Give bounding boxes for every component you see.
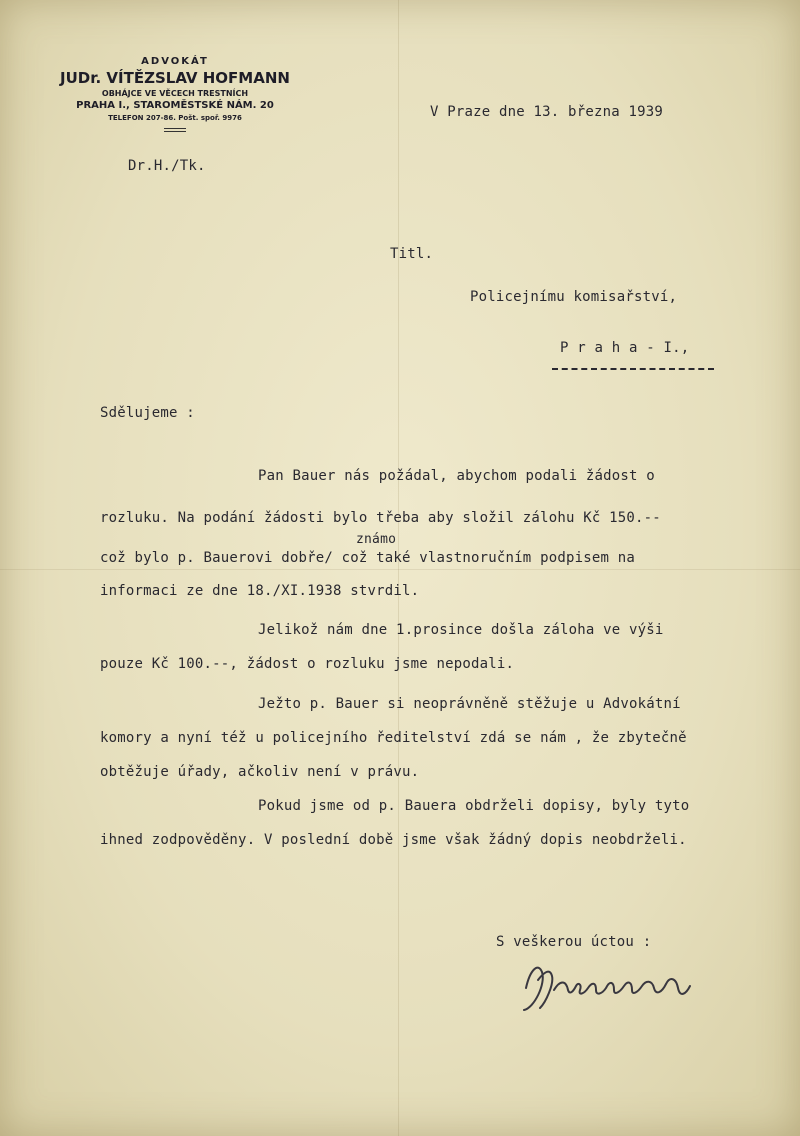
letterhead-address: PRAHA I., STAROMĚSTSKÉ NÁM. 20	[76, 99, 274, 111]
letterhead-divider	[164, 128, 186, 132]
body-line-11: ihned zodpověděny. V poslední době jsme však žádný dopis neobdrželi.	[100, 832, 687, 848]
paper-fold-vertical	[398, 0, 399, 1136]
reference-mark: Dr.H./Tk.	[128, 158, 206, 174]
letterhead-specialty: OBHÁJCE VE VĚCECH TRESTNÍCH	[101, 88, 249, 98]
city-underline	[552, 368, 714, 370]
recipient-office: Policejnímu komisařství,	[470, 289, 678, 305]
closing-line: S veškerou úctou :	[496, 934, 652, 950]
body-line-5: Jelikož nám dne 1.prosince došla záloha ve výši	[258, 622, 664, 638]
letterhead-role: ADVOKÁT	[141, 56, 209, 67]
body-line-3: což bylo p. Bauerovi dobře/ což také vlastnoručním podpisem na	[100, 550, 635, 566]
letterhead	[50, 56, 300, 132]
body-line-1: Pan Bauer nás požádal, abychom podali žádost o	[258, 468, 655, 484]
body-line-9: obtěžuje úřady, ačkoliv není v právu.	[100, 764, 420, 780]
paper-fold-horizontal	[0, 569, 800, 570]
recipient-title: Titl.	[390, 246, 434, 262]
opening-line: Sdělujeme :	[100, 405, 195, 421]
date-line: V Praze dne 13. března 1939	[430, 104, 663, 120]
body-line-7: Ježto p. Bauer si neoprávněně stěžuje u Advokátní	[258, 696, 681, 712]
body-line-2: rozluku. Na podání žádosti bylo třeba aby složil zálohu Kč 150.--	[100, 510, 661, 526]
handwritten-signature	[516, 950, 696, 1020]
letterhead-name: JUDr. VÍTĚZSLAV HOFMANN	[60, 68, 290, 87]
body-line-6: pouze Kč 100.--, žádost o rozluku jsme nepodali.	[100, 656, 515, 672]
recipient-city: P r a h a - I.,	[560, 340, 690, 356]
letterhead-phone: TELEFON 207-86. Pošt. spoř. 9976	[108, 114, 242, 123]
body-line-4: informaci ze dne 18./XI.1938 stvrdil.	[100, 583, 420, 599]
body-line-10: Pokud jsme od p. Bauera obdrželi dopisy, byly tyto	[258, 798, 690, 814]
body-insert: známo	[356, 532, 397, 547]
body-line-8: komory a nyní též u policejního ředitelství zdá se nám , že zbytečně	[100, 730, 687, 746]
